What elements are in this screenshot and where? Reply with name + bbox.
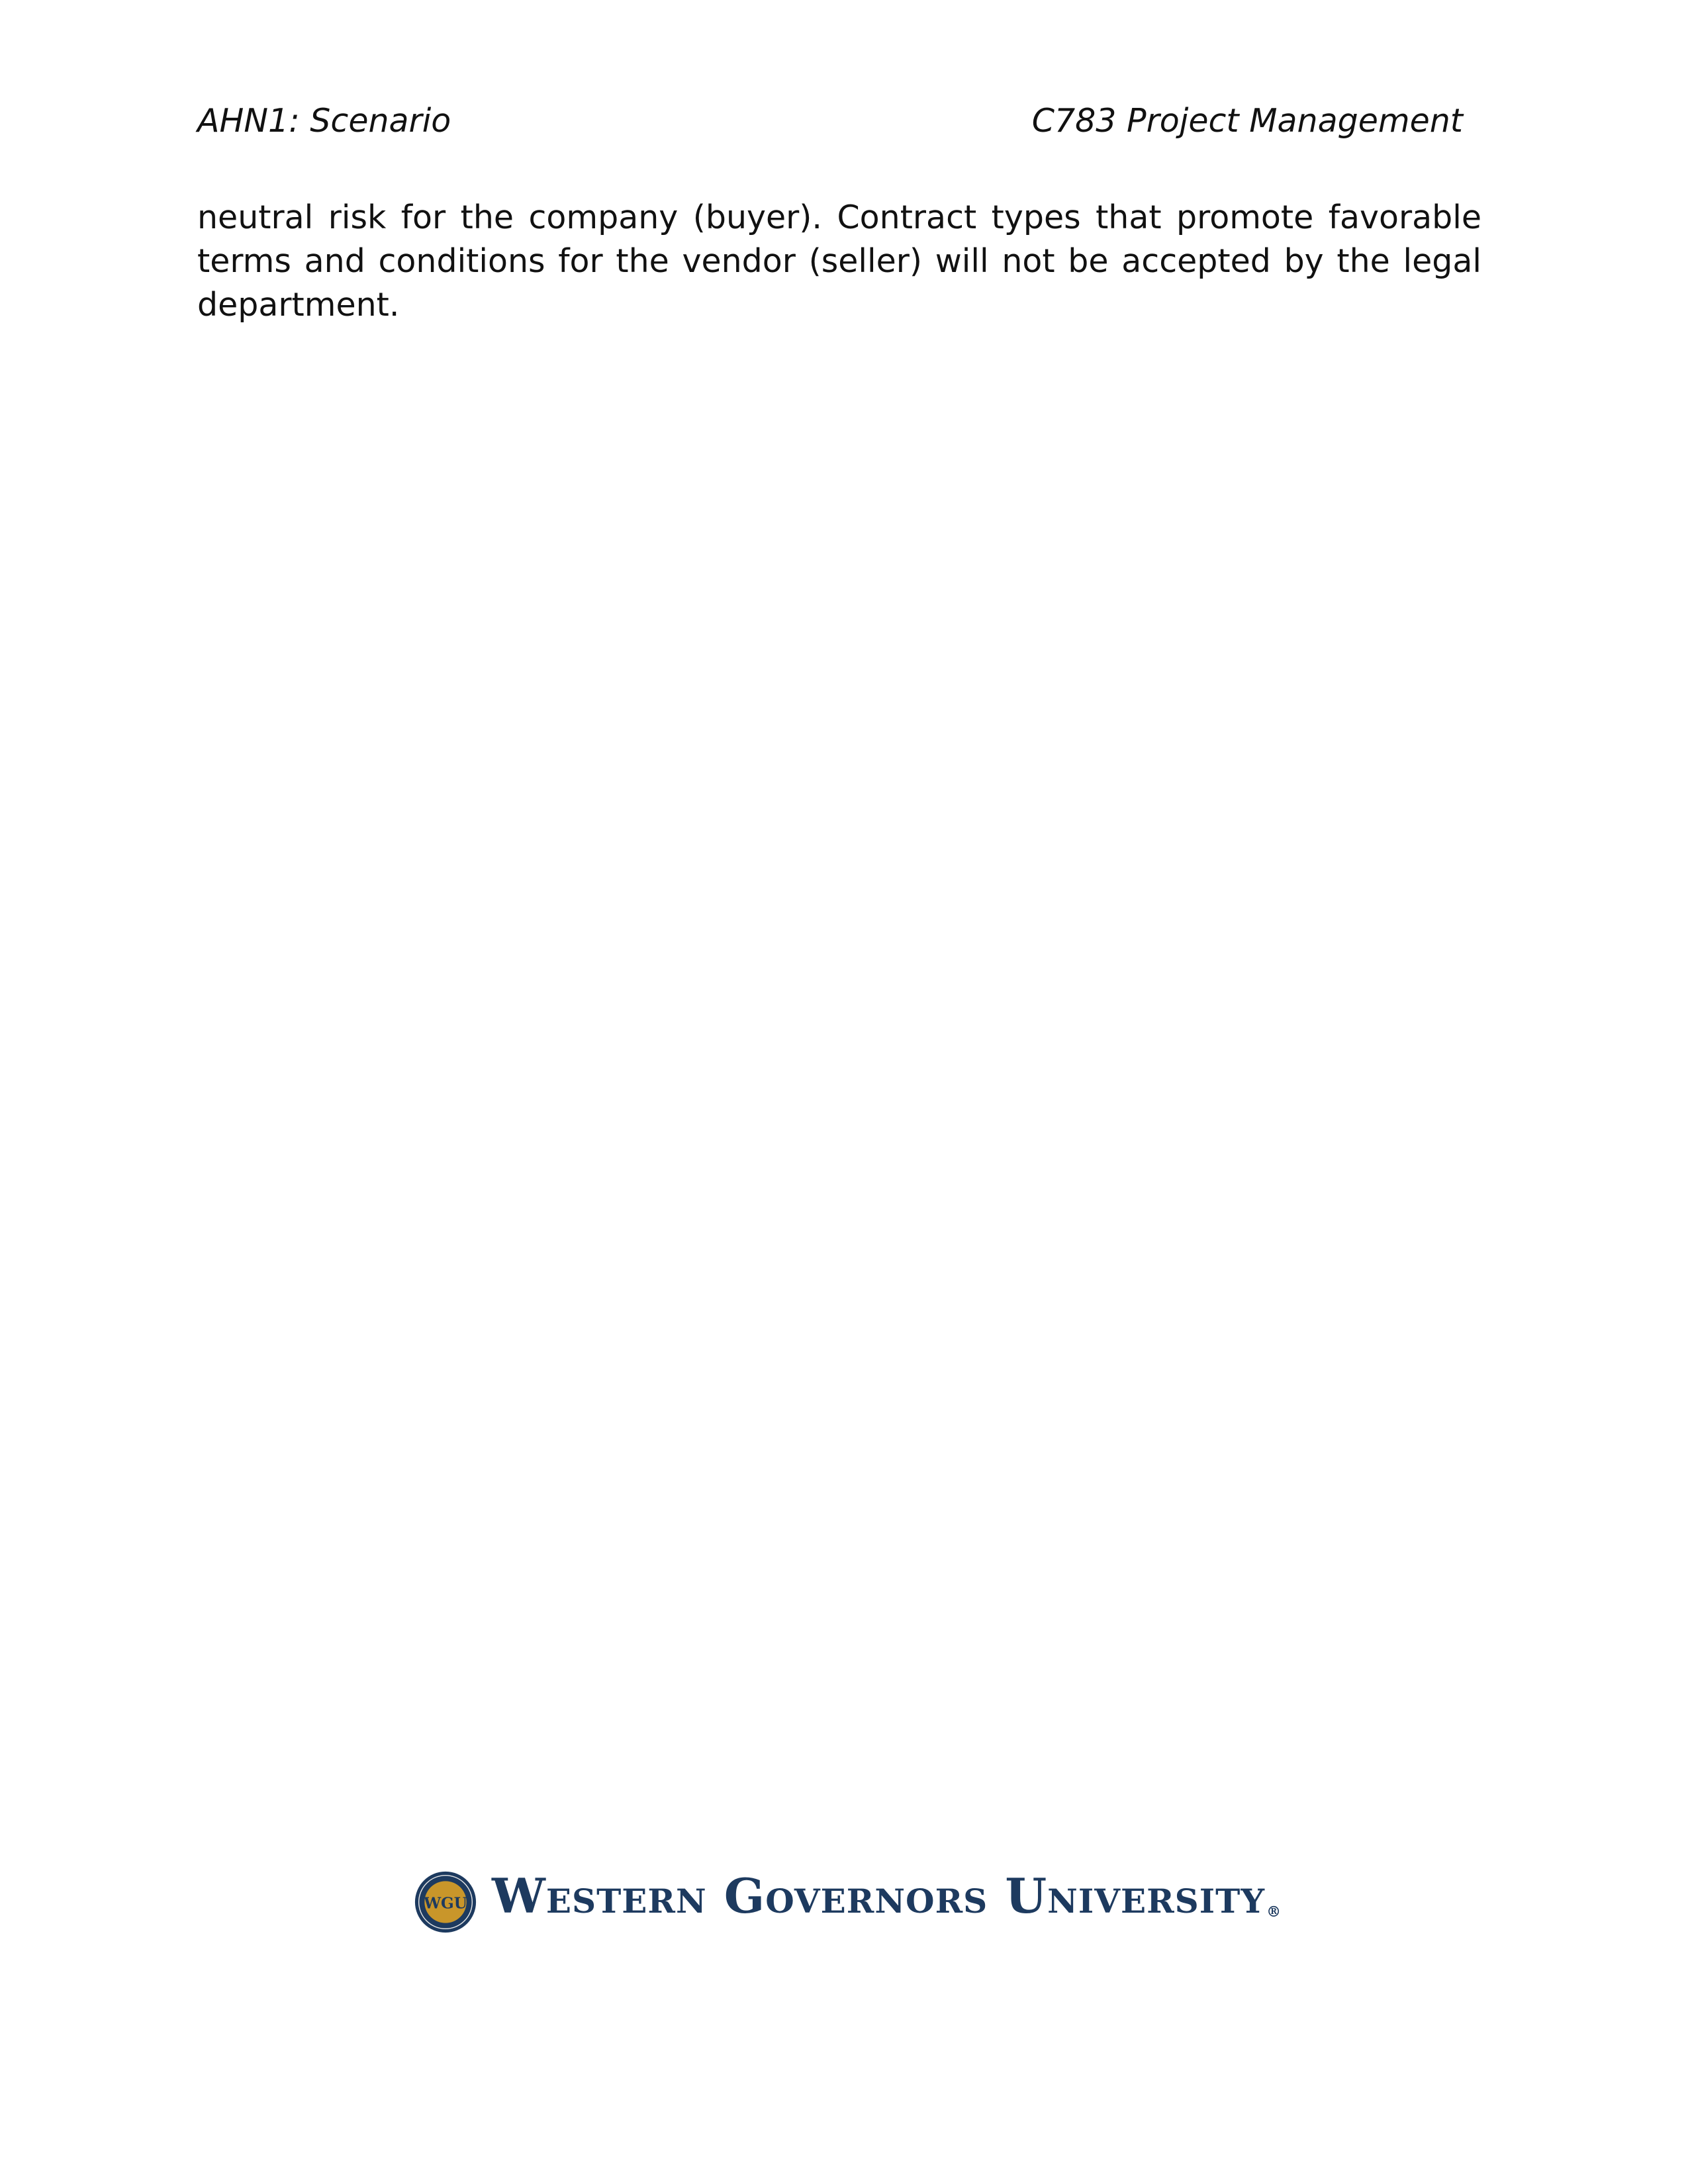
registered-mark: ® (1266, 1903, 1282, 1921)
wgu-logo (414, 1868, 1282, 1936)
header-title-right: C783 Project Management (1031, 102, 1463, 140)
body-paragraph: neutral risk for the company (buyer). Contract types that promote favorable terms and conditions for the vendor (seller) will not be accepted by the legal department. (197, 199, 1481, 324)
logo-wordmark (492, 1864, 1282, 1940)
header-title-left: AHN1: Scenario (197, 102, 451, 140)
wgu-seal-icon (414, 1870, 477, 1934)
logo-text: Western Governors University (492, 1868, 1266, 1924)
seal-monogram: WGU (424, 1894, 467, 1913)
